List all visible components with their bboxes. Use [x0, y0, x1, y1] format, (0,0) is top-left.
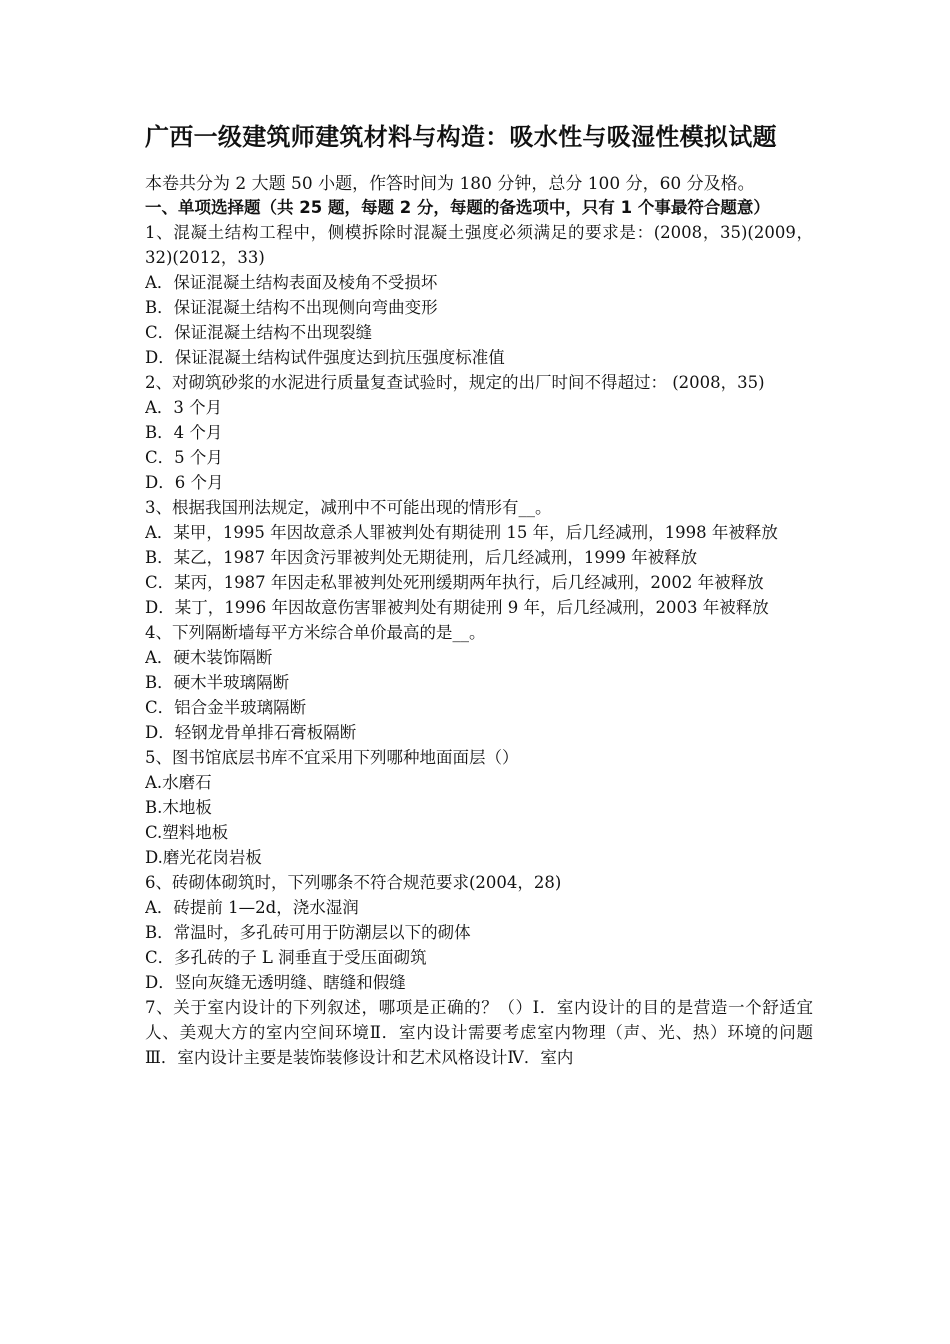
exam-intro: 本卷共分为 2 大题 50 小题，作答时间为 180 分钟，总分 100 分，60 分及格。 [145, 174, 755, 194]
option-b: B．保证混凝土结构不出现侧向弯曲变形 [145, 298, 438, 317]
option-c: C．保证混凝土结构不出现裂缝 [145, 323, 373, 342]
section-heading: 一、单项选择题（共 25 题，每题 2 分，每题的备选项中，只有 1 个事最符合题意） [145, 198, 770, 217]
option-c: C．多孔砖的子 L 洞垂直于受压面砌筑 [145, 948, 427, 967]
document-page [145, 118, 813, 1070]
option-d: D．轻钢龙骨单排石膏板隔断 [145, 723, 357, 742]
option-a: A．某甲，1995 年因故意杀人罪被判处有期徒刑 15 年，后几经减刑，1998 年被释放 [145, 523, 778, 542]
option-b: B．常温时，多孔砖可用于防潮层以下的砌体 [145, 923, 471, 942]
option-b: B．某乙，1987 年因贪污罪被判处无期徒刑，后几经减刑，1999 年被释放 [145, 548, 698, 567]
option-a: A.水磨石 [145, 773, 212, 792]
option-d: D．保证混凝土结构试件强度达到抗压强度标准值 [145, 348, 505, 367]
option-d: D．竖向灰缝无透明缝、瞎缝和假缝 [145, 973, 406, 992]
option-b: B．硬木半玻璃隔断 [145, 673, 290, 692]
option-d: D.磨光花岗岩板 [145, 848, 262, 867]
option-a: A．砖提前 1—2d，浇水湿润 [145, 898, 359, 917]
question-stem: 1、混凝土结构工程中，侧模拆除时混凝土强度必须满足的要求是：(2008，35)(2009，32)(2012，33) [145, 223, 813, 267]
option-d: D．某丁，1996 年因故意伤害罪被判处有期徒刑 9 年，后几经减刑，2003 年被释放 [145, 598, 769, 617]
question-stem: 6、砖砌体砌筑时，下列哪条不符合规范要求(2004，28) [145, 873, 562, 892]
option-d: D．6 个月 [145, 473, 224, 492]
question-5 [145, 745, 813, 870]
question-stem: 7、关于室内设计的下列叙述，哪项是正确的？（）Ⅰ．室内设计的目的是营造一个舒适宜人、美观大方的室内空间环境Ⅱ．室内设计需要考虑室内物理（声、光、热）环境的问题Ⅲ．室内设计主要是装饰装修设计和艺术风格设计Ⅳ．室内 [145, 998, 813, 1067]
question-stem: 5、图书馆底层书库不宜采用下列哪种地面面层（） [145, 748, 519, 767]
option-c: C．某丙，1987 年因走私罪被判处死刑缓期两年执行，后几经减刑，2002 年被释放 [145, 573, 764, 592]
question-1 [145, 220, 813, 370]
question-7 [145, 995, 813, 1070]
question-stem: 4、下列隔断墙每平方米综合单价最高的是__。 [145, 623, 486, 642]
question-3 [145, 495, 813, 620]
option-b: B．4 个月 [145, 423, 223, 442]
option-c: C．5 个月 [145, 448, 223, 467]
option-a: A．3 个月 [145, 398, 223, 417]
option-a: A．硬木装饰隔断 [145, 648, 273, 667]
option-c: C.塑料地板 [145, 823, 229, 842]
document-title: 广西一级建筑师建筑材料与构造：吸水性与吸湿性模拟试题 [145, 123, 777, 151]
question-2 [145, 370, 813, 495]
option-c: C．铝合金半玻璃隔断 [145, 698, 307, 717]
question-6 [145, 870, 813, 995]
question-4 [145, 620, 813, 745]
option-a: A．保证混凝土结构表面及棱角不受损坏 [145, 273, 438, 292]
question-stem: 2、对砌筑砂浆的水泥进行质量复查试验时，规定的出厂时间不得超过： (2008，35) [145, 373, 765, 392]
option-b: B.木地板 [145, 798, 212, 817]
question-stem: 3、根据我国刑法规定，减刑中不可能出现的情形有__。 [145, 498, 552, 517]
